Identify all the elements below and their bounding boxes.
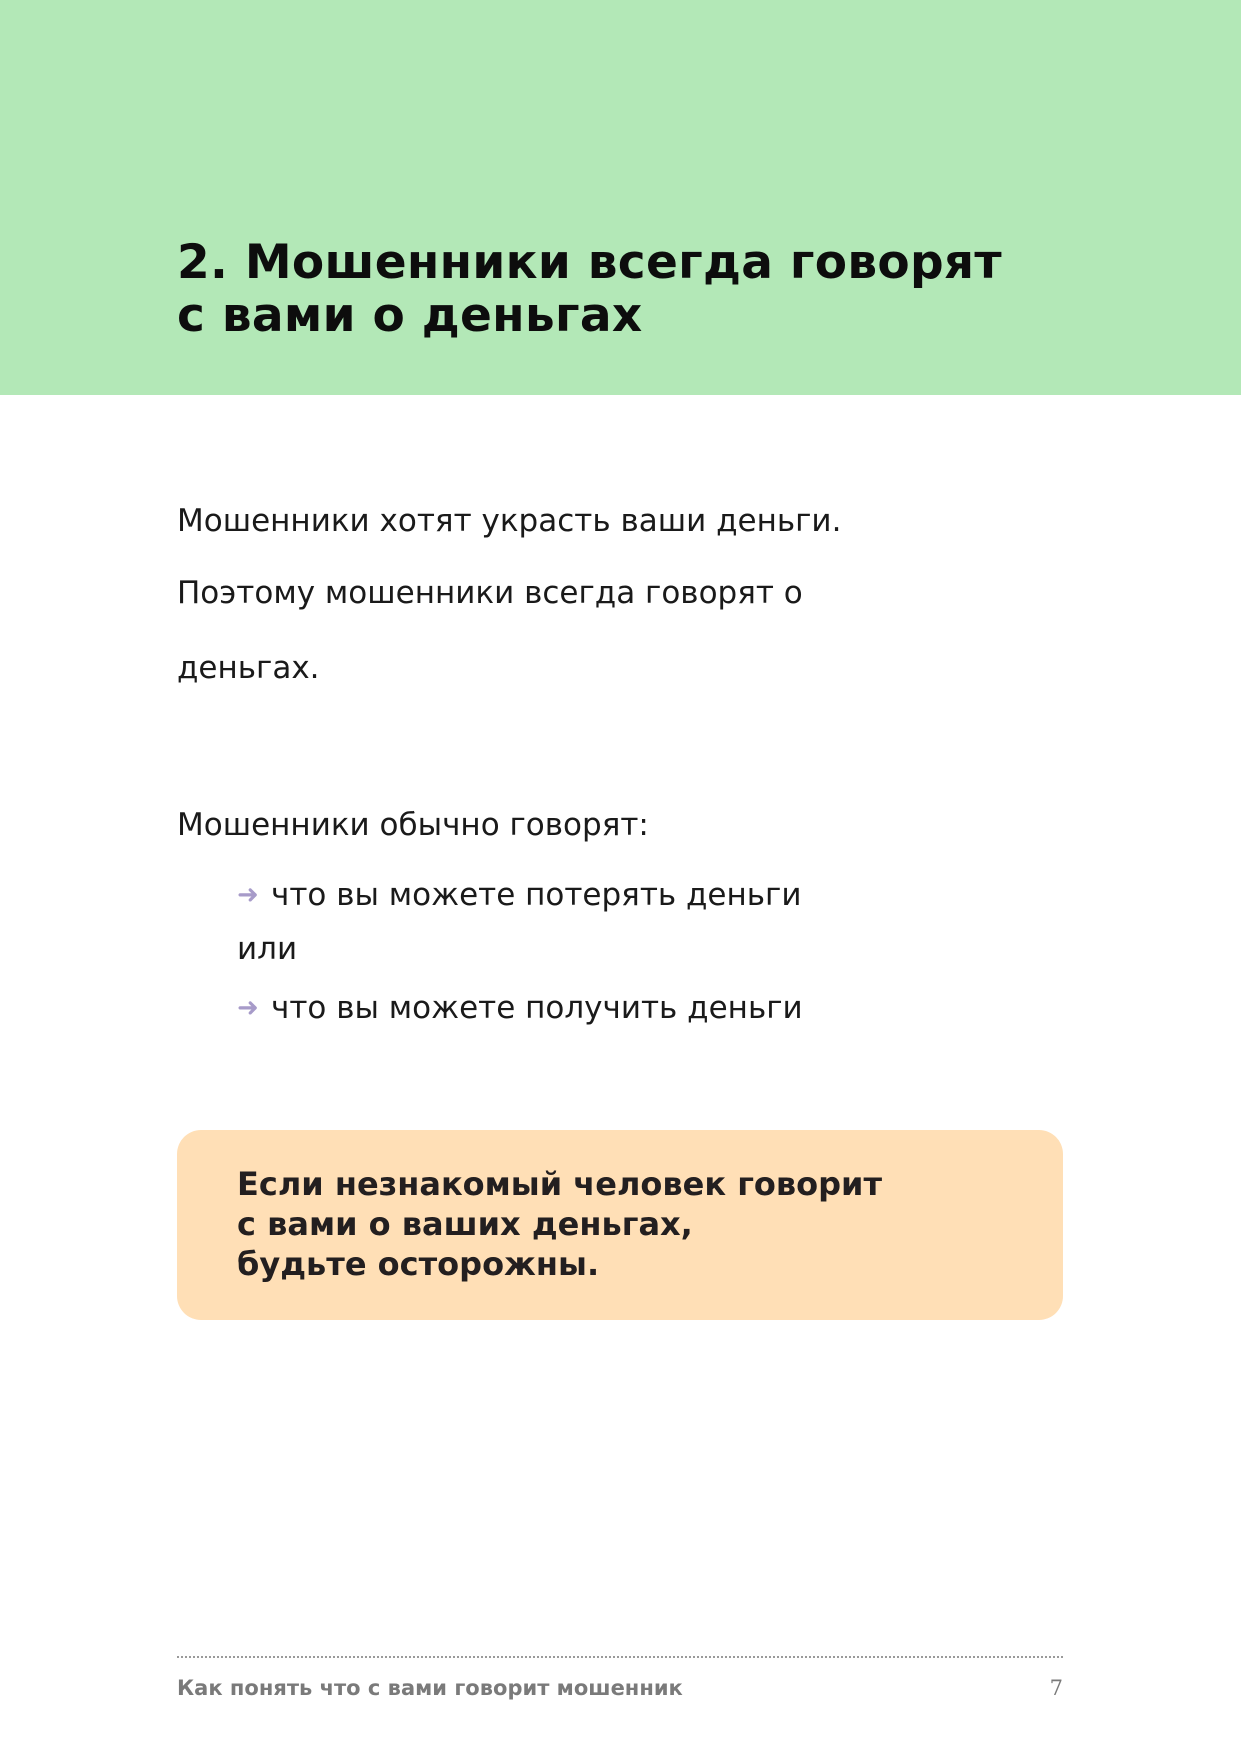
list-item <box>237 983 803 1033</box>
arrow-right-icon: ➜ <box>237 880 259 910</box>
intro-paragraph <box>177 496 841 693</box>
page-title-line-1: 2. Мошенники всегда говорят <box>177 235 1002 290</box>
warning-line-3: будьте осторожны. <box>237 1245 600 1283</box>
list-item <box>237 870 801 920</box>
page-number: 7 <box>1049 1676 1063 1700</box>
list-item-text: что вы можете получить деньги <box>271 990 803 1026</box>
list-lead: Мошенники обычно говорят: <box>177 807 649 843</box>
warning-callout <box>177 1130 1063 1320</box>
intro-line-3: деньгах. <box>177 650 320 686</box>
intro-line-1: Мошенники хотят украсть ваши деньги. <box>177 503 842 539</box>
footer-document-title: Как понять что с вами говорит мошенник <box>177 1676 683 1700</box>
list-separator: или <box>237 931 298 967</box>
footer-divider <box>177 1656 1063 1658</box>
intro-line-2: Поэтому мошенники всегда говорят о <box>177 575 803 611</box>
warning-line-2: с вами о ваших деньгах, <box>237 1205 693 1243</box>
list-item-text: что вы можете потерять деньги <box>271 877 802 913</box>
warning-line-1: Если незнакомый человек говорит <box>237 1165 883 1203</box>
warning-text <box>237 1164 882 1284</box>
page-title-line-2: с вами о деньгах <box>177 288 643 343</box>
page-title <box>177 236 1077 342</box>
arrow-right-icon: ➜ <box>237 993 259 1023</box>
